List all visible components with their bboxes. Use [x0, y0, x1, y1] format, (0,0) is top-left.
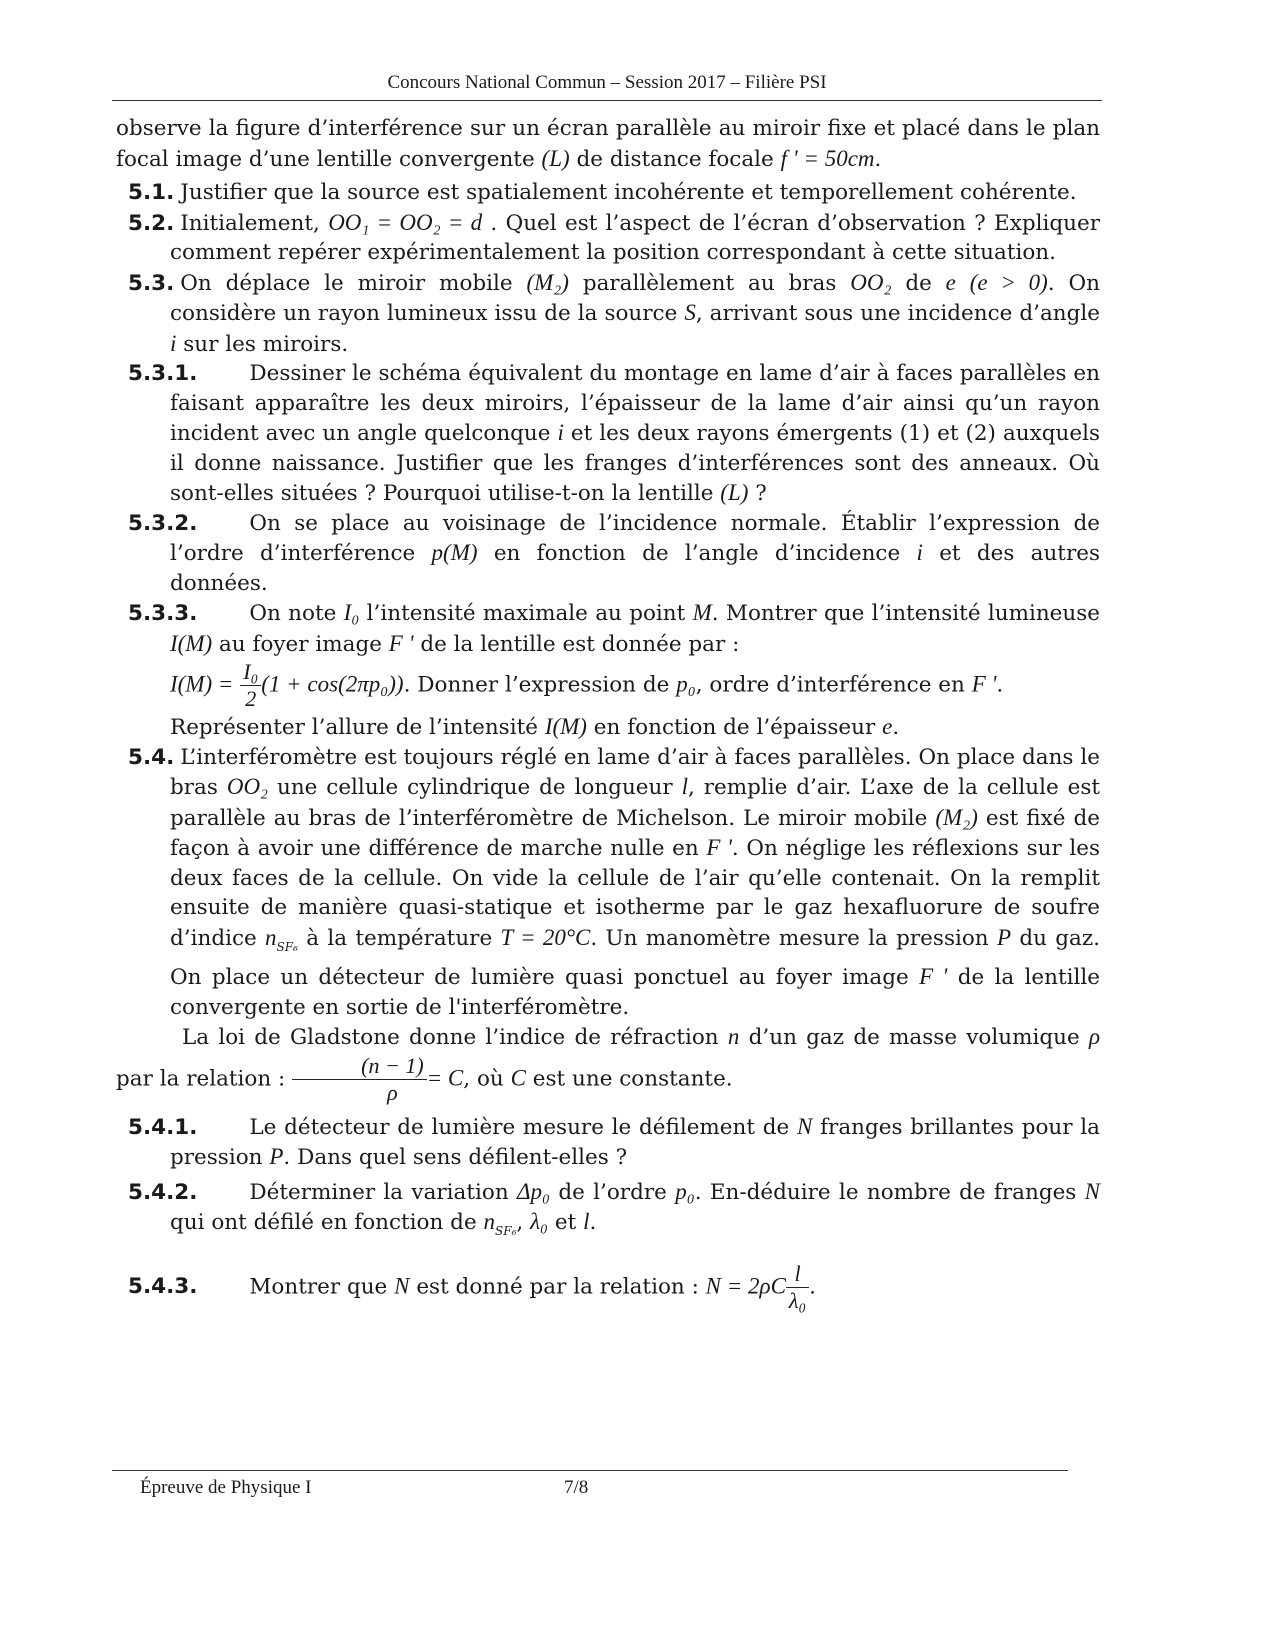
question-text: franges brillantes pour la pression: [170, 1114, 1100, 1170]
question-text: Justifier que la source est spatialement incohérente et temporellement cohérente.: [180, 180, 1077, 205]
question-text: en fonction de l’épaisseur: [593, 715, 876, 740]
lens-symbol: (L): [720, 480, 749, 505]
question-text: et les deux rayons émergents (1) et (2) auxquels il donne naissance. Justifier que les franges d’interférences sont des anneaux. Où sont-elles situées ? Pourquoi utilise-t-on la lentille: [170, 421, 1100, 506]
intensity-plot-instruction: [170, 712, 1100, 743]
arm-symbol: OO₂: [226, 774, 269, 799]
question-text: Représenter l’allure de l’intensité: [170, 715, 538, 740]
intro-paragraph: [116, 114, 1100, 174]
fringe-count-symbol: N: [797, 1113, 813, 1139]
intensity-symbol: I(M): [170, 630, 213, 656]
index-symbol: n: [727, 1024, 740, 1049]
page-number: 7/8: [564, 1477, 589, 1498]
index-symbol: n: [265, 924, 277, 950]
question-text: de la lentille convergente en sortie de l'interféromètre.: [170, 965, 1100, 1020]
fraction-numerator: (n − 1): [292, 1053, 427, 1080]
order-variation: Δp₀: [517, 1178, 551, 1204]
question-text: . Quel est l’aspect de l’écran d’observation ? Expliquer comment repérer expérimentalement la position correspondant à cette situation.: [170, 210, 1100, 265]
question-text: au foyer image: [218, 631, 382, 657]
fraction-denominator: 2: [245, 686, 257, 711]
equation-lhs: N = 2ρC: [705, 1273, 786, 1298]
gladstone-paragraph: [116, 1022, 1100, 1106]
intro-text-2: de distance focale: [576, 146, 774, 172]
question-text: et: [554, 1210, 577, 1235]
question-text: de: [905, 270, 932, 296]
equation-rhs: = C: [426, 1065, 464, 1090]
length-symbol: l: [681, 774, 688, 799]
question-5-1: [116, 178, 1100, 208]
question-text: , ordre d’interférence en: [695, 672, 965, 698]
question-text: L’interféromètre est toujours réglé en lame d’air à faces parallèles. On place dans le bras: [170, 744, 1100, 800]
gladstone-fraction: [292, 1053, 427, 1106]
paragraph-text: , où: [463, 1066, 504, 1091]
question-text: .: [996, 672, 1004, 698]
paragraph-text: par la relation :: [116, 1066, 286, 1091]
question-text: l’intensité maximale au point: [366, 601, 686, 626]
question-text: qui ont défilé en fonction de: [170, 1210, 477, 1235]
question-text: Déterminer la variation: [249, 1179, 509, 1205]
question-number: 5.4.: [128, 744, 175, 770]
question-text: et des autres données.: [170, 541, 1100, 596]
mirror-symbol: (M₂): [935, 804, 978, 830]
question-text: On note: [249, 601, 337, 626]
intensity-symbol: I(M): [544, 714, 587, 739]
intensity-symbol: I₀: [343, 600, 360, 625]
question-text: Le détecteur de lumière mesure le défilement de: [249, 1114, 790, 1140]
fringe-count-symbol: N: [1084, 1178, 1101, 1204]
question-number: 5.4.1.: [128, 1114, 198, 1140]
question-text: Dessiner le schéma équivalent du montage en lame d’air à faces parallèles en faisant apparaître les deux miroirs, l’épaisseur de la lame d’air ainsi qu’un rayon incident avec un angle quelconque: [170, 361, 1100, 446]
equation: OO₁ = OO₂ = d: [328, 209, 483, 235]
fraction-denominator: ρ: [387, 1079, 398, 1105]
density-symbol: ρ: [1088, 1024, 1100, 1049]
focus-symbol: F ': [388, 630, 414, 656]
index-subscript: SF₆: [495, 1224, 517, 1238]
question-5-3: [116, 268, 1100, 360]
intensity-equation-line: [170, 659, 1100, 712]
question-5-4-3: [116, 1261, 1100, 1314]
intro-period: .: [874, 146, 882, 172]
fraction-denominator: λ₀: [788, 1287, 807, 1313]
question-number: 5.3.3.: [128, 601, 198, 626]
fraction-numerator: I₀: [240, 659, 261, 686]
equation-rhs: (1 + cos(2πp₀)): [261, 671, 404, 697]
focus-symbol: F ': [706, 835, 732, 860]
question-text: Initialement,: [180, 210, 320, 236]
footer-title: Épreuve de Physique I: [140, 1477, 312, 1498]
question-text: . Dans quel sens défilent-elles ?: [283, 1145, 628, 1170]
question-text: .: [589, 1210, 597, 1235]
question-text: . On considère un rayon lumineux issu de la source: [170, 270, 1100, 326]
page-header: Concours National Commun – Session 2017 – Filière PSI: [112, 72, 1102, 101]
question-text: , arrivant sous une incidence d’angle: [695, 301, 1100, 326]
question-text: du gaz. On place un détecteur de lumière quasi ponctuel au foyer image: [170, 925, 1100, 990]
question-text: est fixé de façon à avoir une différence de marche nulle en: [170, 805, 1100, 861]
pressure-symbol: P: [269, 1144, 284, 1169]
question-5-3-3: [116, 598, 1100, 659]
thickness-symbol: e: [945, 269, 956, 295]
intro-text: observe la figure d’interférence sur un écran parallèle au miroir fixe et placé dans le plan focal image d’une lentille convergente: [116, 116, 1100, 172]
question-text: .: [809, 1274, 816, 1299]
index-subscript: SF₆: [276, 939, 298, 954]
source-symbol: S: [684, 300, 696, 325]
condition: (e > 0): [969, 269, 1048, 295]
question-text: . Montrer que l’intensité lumineuse: [711, 601, 1101, 626]
question-text: , remplie d’air. L’axe de la cellule est parallèle au bras de l’interféromètre de Michelson. Le miroir mobile: [170, 775, 1100, 831]
mirror-symbol: (M₂): [526, 269, 569, 295]
pressure-symbol: P: [996, 924, 1012, 950]
question-text: à la température: [306, 925, 493, 951]
question-text: Montrer que: [249, 1274, 388, 1299]
intensity-fraction: [240, 659, 261, 712]
equation-lhs: I(M) =: [170, 671, 234, 697]
question-number: 5.4.3.: [128, 1274, 198, 1299]
focus-symbol: F ': [971, 671, 997, 697]
final-fraction: [786, 1261, 809, 1314]
paragraph-text: La loi de Gladstone donne l’indice de réfraction: [182, 1025, 719, 1050]
lens-symbol: (L): [541, 145, 570, 171]
fraction-numerator: l: [786, 1261, 809, 1288]
question-text: en fonction de l’angle d’incidence: [493, 541, 901, 566]
question-5-2: [116, 208, 1100, 268]
question-text: parallèlement au bras: [582, 270, 837, 296]
constant-symbol: C: [510, 1065, 526, 1090]
question-5-3-2: [116, 509, 1100, 599]
question-5-4-1: [116, 1112, 1100, 1173]
question-number: 5.3.1.: [128, 361, 198, 386]
question-number: 5.3.: [128, 270, 175, 296]
question-5-4-2: [116, 1177, 1100, 1247]
question-text: . En-déduire le nombre de franges: [694, 1179, 1077, 1205]
question-text: ?: [755, 481, 767, 506]
order-symbol: p(M): [431, 540, 478, 565]
question-5-3-1: [116, 359, 1100, 509]
question-text: ,: [516, 1210, 524, 1235]
order-symbol: p₀: [675, 1178, 695, 1204]
question-text: sur les miroirs.: [183, 331, 349, 357]
question-5-4: [116, 743, 1100, 1023]
question-number: 5.2.: [128, 210, 175, 236]
question-number: 5.4.2.: [128, 1179, 198, 1205]
angle-symbol: i: [557, 420, 564, 445]
question-number: 5.3.2.: [128, 510, 198, 536]
question-text: une cellule cylindrique de longueur: [276, 775, 673, 800]
length-symbol: l: [583, 1209, 590, 1234]
thickness-symbol: e: [882, 714, 893, 739]
temperature: T = 20°C: [500, 924, 591, 950]
order-symbol: p₀: [676, 671, 696, 697]
wavelength-symbol: λ₀: [530, 1209, 549, 1234]
page-content: [116, 114, 1100, 1314]
fringe-count-symbol: N: [394, 1273, 410, 1298]
paragraph-text: d’un gaz de masse volumique: [748, 1025, 1080, 1050]
focus-symbol: F ': [919, 964, 948, 989]
question-text: de l’ordre: [558, 1179, 667, 1205]
point-symbol: M: [692, 600, 712, 625]
question-text: . Donner l’expression de: [403, 672, 670, 698]
index-symbol: n: [483, 1209, 496, 1234]
question-text: est donné par la relation :: [416, 1274, 699, 1299]
angle-symbol: i: [170, 330, 177, 356]
question-text: .: [892, 715, 900, 740]
arm-symbol: OO₂: [850, 269, 892, 295]
question-text: . Un manomètre mesure la pression: [590, 925, 989, 951]
page-footer: [112, 1470, 1068, 1498]
question-text: On déplace le miroir mobile: [180, 270, 513, 296]
focal-length: f ' = 50cm: [780, 145, 875, 171]
paragraph-text: est une constante.: [532, 1066, 733, 1091]
question-number: 5.1.: [128, 180, 175, 205]
question-text: . On néglige les réflexions sur les deux faces de la cellule. On vide la cellule de l’air qu’elle contenait. On la remplit ensuite de manière quasi-statique et isotherme par le gaz hexafluorure de soufre d’indice: [170, 836, 1101, 951]
question-text: On se place au voisinage de l’incidence normale. Établir l’expression de l’ordre d’interférence: [170, 510, 1100, 566]
question-text: de la lentille est donnée par :: [420, 631, 740, 657]
angle-symbol: i: [916, 540, 923, 565]
